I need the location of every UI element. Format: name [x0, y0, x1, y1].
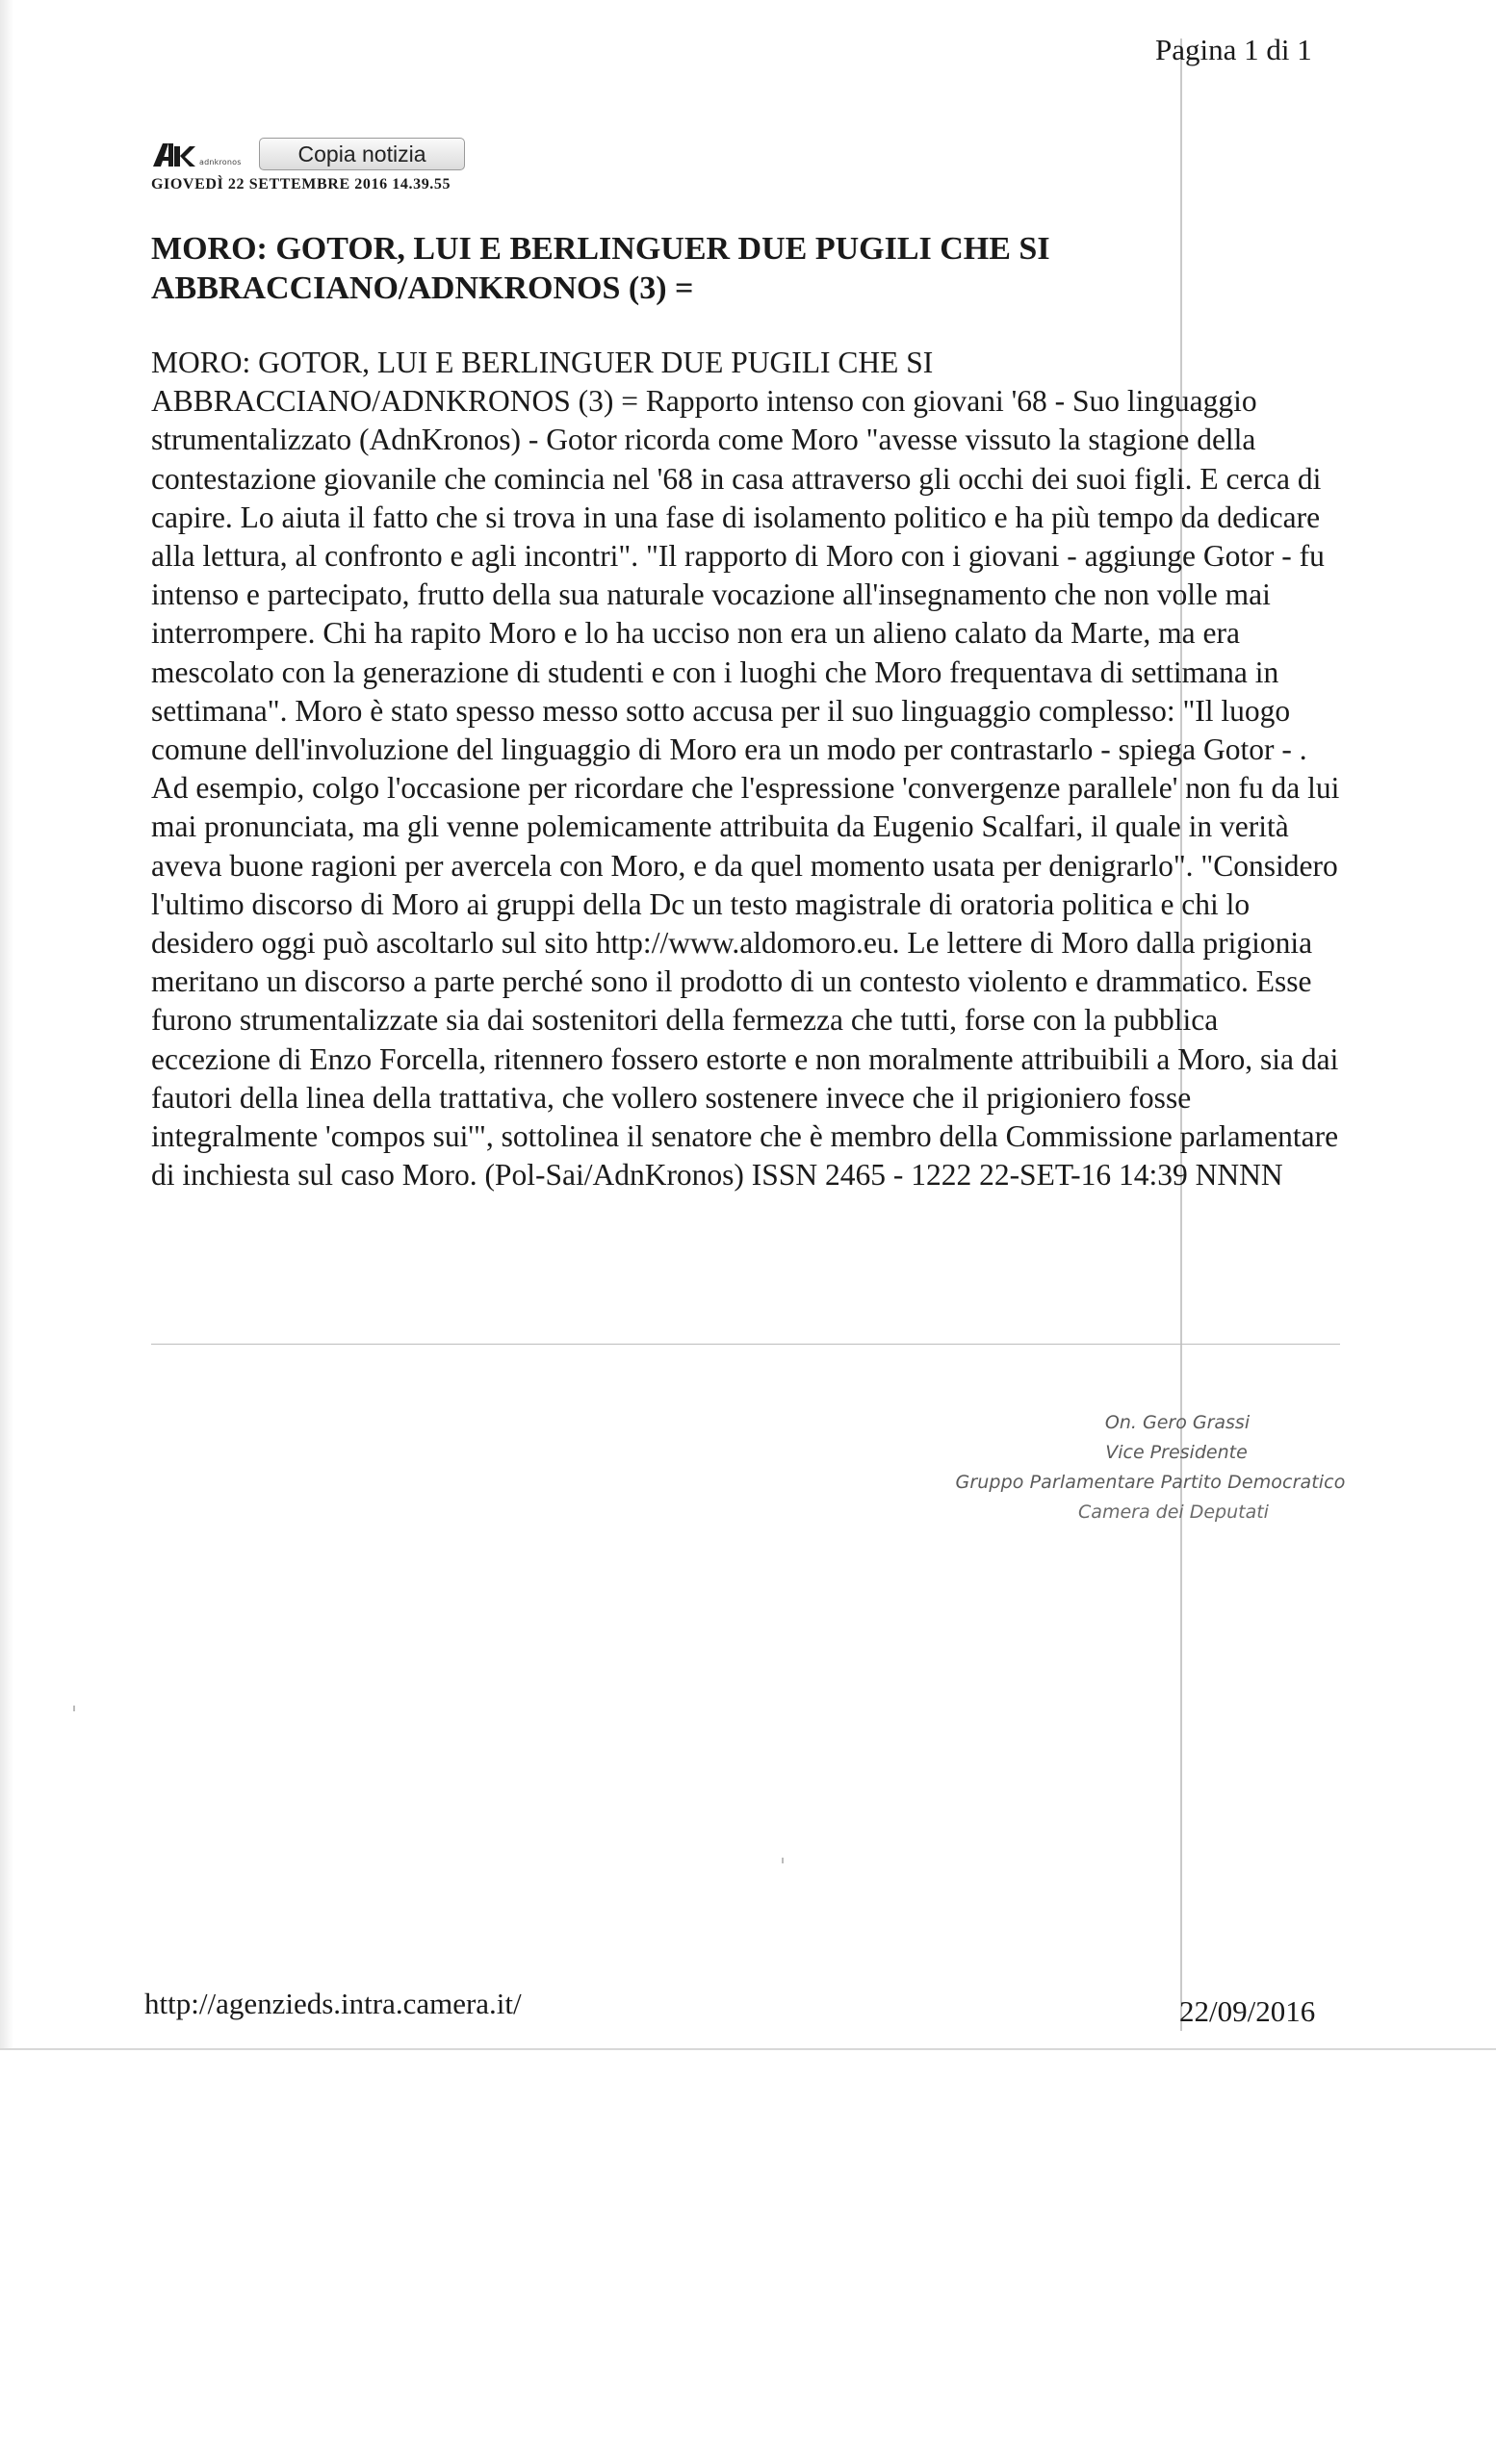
deputy-stamp: [924, 1408, 1348, 1527]
scan-bottom-edge: [0, 2048, 1496, 2050]
copy-news-button[interactable]: Copia notizia: [259, 138, 465, 170]
scan-speck: [73, 1706, 75, 1711]
article-body: MORO: GOTOR, LUI E BERLINGUER DUE PUGILI CHE SI ABBRACCIANO/ADNKRONOS (3) = Rapporto intenso con giovani '68 - Suo linguaggio strumentalizzato (AdnKronos) - Gotor ricorda come Moro "avesse vissuto la stagione della contestazione giovanile che comincia nel '68 in casa attraverso gli occhi dei suoi figli. E cerca di capire. Lo aiuta il fatto che si trova in una fase di isolamento politico e ha più tempo da dedicare alla lettura, al confronto e agli incontri". "Il rapporto di Moro con i giovani - aggiunge Gotor - fu intenso e partecipato, frutto della sua naturale vocazione all'insegnamento che non volle mai interrompere. Chi ha rapito Moro e lo ha ucciso non era un alieno calato da Marte, ma era mescolato con la generazione di studenti e con i luoghi che Moro frequentava di settimana in settimana". Moro è stato spesso messo sotto accusa per il suo linguaggio complesso: "Il luogo comune dell'involuzione del linguaggio di Moro era un modo per contrastarlo - spiega Gotor - . Ad esempio, colgo l'occasione per ricordare che l'espressione 'convergenze parallele' non fu da lui mai pronunciata, ma gli venne polemicamente attribuita da Eugenio Scalfari, il quale in verità aveva buone ragioni per avercela con Moro, e da quel momento usata per denigrarlo". "Considero l'ultimo discorso di Moro ai gruppi della Dc un testo magistrale di oratoria politica e chi lo desidero oggi può ascoltarlo sul sito http://www.aldomoro.eu. Le lettere di Moro dalla prigionia meritano un discorso a parte perché sono il prodotto di un contesto violento e drammatico. Esse furono strumentalizzate sia dai sostenitori della fermezza che tutti, forse con la pubblica eccezione di Enzo Forcella, ritennero fossero estorte e non moralmente attribuibili a Moro, sia dai fautori della linea della trattativa, che vollero sostenere invece che il prigioniero fosse integralmente 'compos sui'", sottolinea il senatore che è membro della Commissione parlamentare di inchiesta sul caso Moro. (Pol-Sai/AdnKronos) ISSN 2465 - 1222 22-SET-16 14:39 NNNN: [151, 346, 1340, 1193]
scan-shadow-edge: [0, 0, 13, 2050]
stamp-group: Gruppo Parlamentare Partito Democratico: [955, 1472, 1346, 1493]
stamp-chamber: Camera dei Deputati: [1078, 1502, 1269, 1523]
divider-rule: [151, 1344, 1340, 1345]
adnkronos-logo-icon: [151, 141, 197, 167]
agency-header: [151, 135, 465, 173]
scan-speck: [782, 1858, 784, 1863]
dateline: GIOVEDÌ 22 SETTEMBRE 2016 14.39.55: [151, 176, 451, 192]
page-indicator: Pagina 1 di 1: [1155, 33, 1312, 66]
footer-url: http://agenzieds.intra.camera.it/: [144, 1987, 522, 2020]
footer-date: 22/09/2016: [1179, 1994, 1316, 2028]
logo-wordmark: adnkronos: [199, 157, 242, 167]
stamp-name: On. Gero Grassi: [1104, 1412, 1251, 1433]
stamp-role: Vice Presidente: [1105, 1442, 1248, 1463]
article-headline: MORO: GOTOR, LUI E BERLINGUER DUE PUGILI CHE SI ABBRACCIANO/ADNKRONOS (3) =: [151, 231, 1050, 306]
